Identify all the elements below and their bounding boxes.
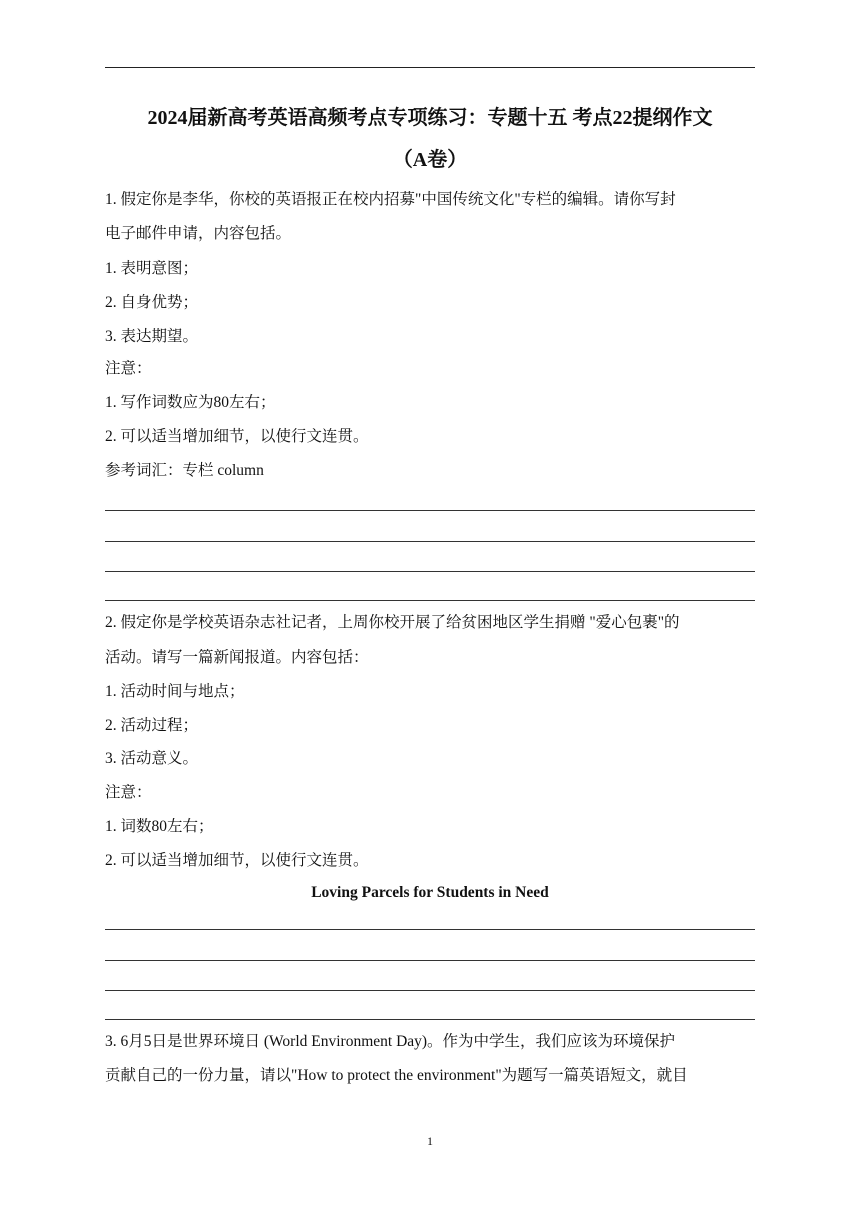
q2-line: 注意： bbox=[105, 784, 152, 801]
q1-line: 电子邮件申请，内容包括。 bbox=[105, 225, 292, 242]
q2-line: 活动。请写一篇新闻报道。内容包括： bbox=[105, 649, 369, 666]
document-title-paper-version: （A卷） bbox=[392, 149, 468, 171]
document-title: 2024届新高考英语高频考点专项练习：专题十五 考点22提纲作文 bbox=[147, 107, 713, 129]
q1-line: 1. 假定你是李华，你校的英语报正在校内招募"中国传统文化"专栏的编辑。请你写封 bbox=[105, 191, 676, 208]
q1-line: 注意： bbox=[105, 360, 152, 377]
answer-line bbox=[105, 571, 755, 572]
q1-line: 参考词汇：专栏 column bbox=[105, 462, 264, 479]
header-rule bbox=[105, 67, 755, 68]
q1-line: 1. 表明意图； bbox=[105, 260, 199, 277]
answer-line bbox=[105, 541, 755, 542]
q1-line: 1. 写作词数应为80左右； bbox=[105, 394, 276, 411]
q1-line: 2. 可以适当增加细节，以使行文连贯。 bbox=[105, 428, 369, 445]
q2-line: 2. 可以适当增加细节，以使行文连贯。 bbox=[105, 852, 369, 869]
q2-line: 1. 词数80左右； bbox=[105, 818, 214, 835]
page-number: 1 bbox=[427, 1134, 433, 1148]
q1-line: 3. 表达期望。 bbox=[105, 328, 199, 345]
q2-line: 1. 活动时间与地点； bbox=[105, 683, 245, 700]
answer-line bbox=[105, 510, 755, 511]
q3-line: 贡献自己的一份力量，请以"How to protect the environment"为题写一篇英语短文，就目 bbox=[105, 1067, 688, 1084]
answer-line bbox=[105, 1019, 755, 1020]
answer-line bbox=[105, 990, 755, 991]
answer-line bbox=[105, 960, 755, 961]
q2-line: 2. 假定你是学校英语杂志社记者，上周你校开展了给贫困地区学生捐赠 "爱心包裹"的 bbox=[105, 614, 680, 631]
q2-line: 3. 活动意义。 bbox=[105, 750, 199, 767]
answer-line bbox=[105, 600, 755, 601]
q1-line: 2. 自身优势； bbox=[105, 294, 199, 311]
essay-title: Loving Parcels for Students in Need bbox=[311, 884, 549, 901]
answer-line bbox=[105, 929, 755, 930]
q2-line: 2. 活动过程； bbox=[105, 717, 199, 734]
q3-line: 3. 6月5日是世界环境日 (World Environment Day)。作为中学生，我们应该为环境保护 bbox=[105, 1033, 676, 1050]
